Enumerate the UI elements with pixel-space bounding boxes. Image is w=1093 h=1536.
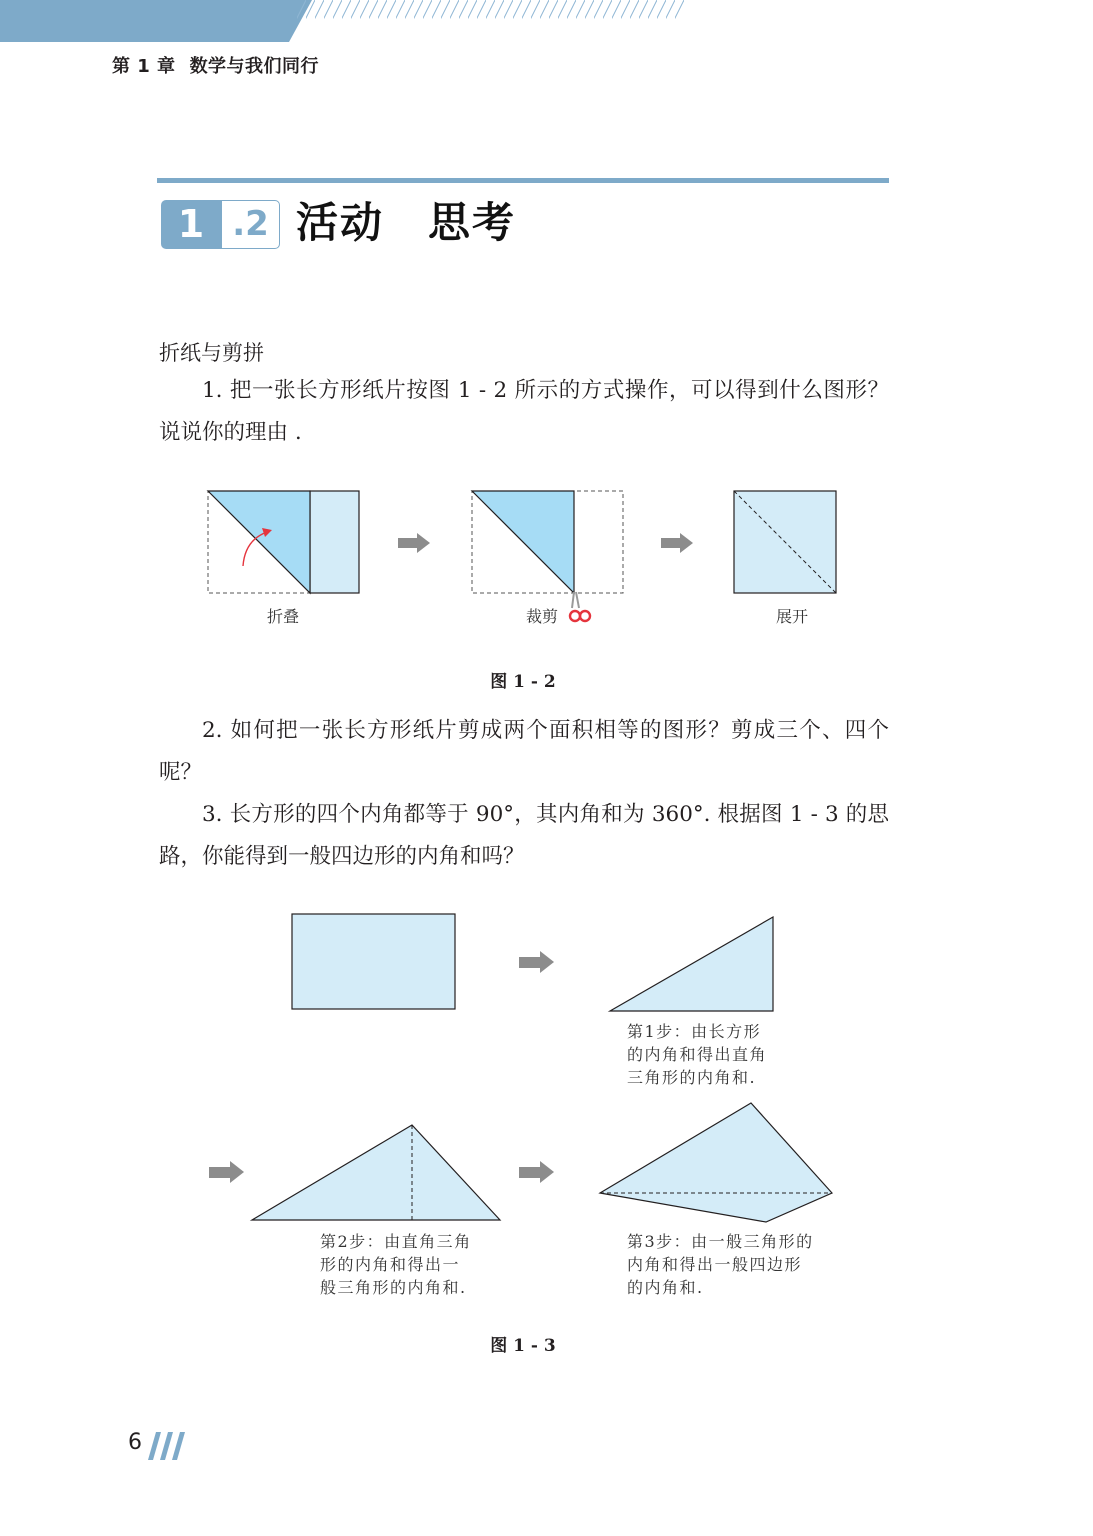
figure-1-2-caption: 图 1 - 2 [490, 672, 556, 692]
chapter-name: 数学与我们同行 [189, 56, 320, 77]
step-1-note: 第1步：由长方形 的内角和得出直角 三角形的内角和. [627, 1022, 768, 1087]
subsection-title: 折纸与剪拼 [159, 341, 264, 365]
chapter-title [112, 52, 319, 78]
chapter-number: 第 1 章 [112, 56, 176, 77]
cut-label: 裁剪 [525, 607, 559, 626]
section-number-minor: .2 [221, 200, 280, 249]
quadrilateral-shape [600, 1103, 832, 1222]
header-band [0, 0, 1093, 46]
figure-1-2 [195, 480, 855, 640]
fold-panel [208, 491, 359, 593]
right-arrow-icon [398, 533, 430, 553]
step-2-note: 第2步：由直角三角 形的内角和得出一 般三角形的内角和. [320, 1232, 472, 1297]
unfold-label: 展开 [775, 607, 809, 626]
section-number-badge [161, 200, 280, 249]
question-3: 3. 长方形的四个内角都等于 90°，其内角和为 360°. 根据图 1 - 3 的思路，你能得到一般四边形的内角和吗？ [159, 802, 889, 869]
section-rule [157, 178, 889, 183]
figure-1-3 [195, 900, 855, 1310]
section-number-major: 1 [161, 200, 221, 249]
unfold-panel [734, 491, 836, 593]
scissors-icon [570, 592, 590, 621]
question-1: 1. 把一张长方形纸片按图 1 - 2 所示的方式操作，可以得到什么图形？说说你的理由 . [159, 378, 889, 445]
page-number: 6 [128, 1430, 142, 1455]
general-triangle-shape [252, 1125, 500, 1220]
cut-panel [472, 491, 623, 621]
right-arrow-icon [519, 951, 554, 973]
fold-label: 折叠 [266, 607, 300, 626]
page-number-slashes [146, 1432, 190, 1462]
right-arrow-icon [209, 1161, 244, 1183]
right-triangle-shape [610, 917, 773, 1011]
right-arrow-icon [519, 1161, 554, 1183]
question-2: 2. 如何把一张长方形纸片剪成两个面积相等的图形？剪成三个、四个呢？ [159, 718, 889, 785]
section-title: 活动 思考 [296, 198, 517, 247]
rectangle-shape [292, 914, 455, 1009]
figure-1-3-caption: 图 1 - 3 [490, 1336, 556, 1356]
step-3-note: 第3步：由一般三角形的 内角和得出一般四边形 的内角和. [627, 1232, 814, 1297]
right-arrow-icon [661, 533, 693, 553]
